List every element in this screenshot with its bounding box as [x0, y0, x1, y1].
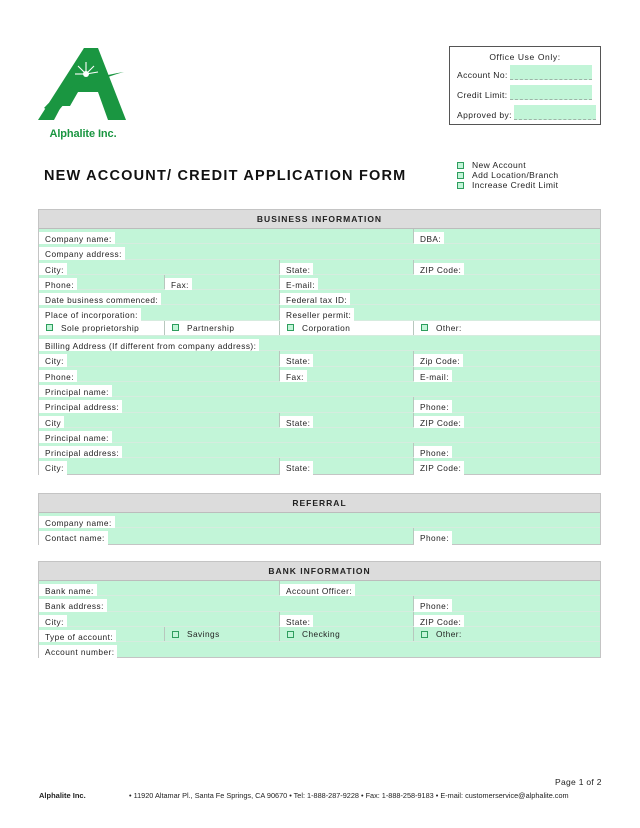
field-label: State: [280, 416, 313, 430]
section-heading: BUSINESS INFORMATION [39, 210, 600, 229]
account-type-savings[interactable] [164, 627, 279, 641]
account-no-field[interactable] [510, 65, 592, 80]
approved-by-row [457, 105, 596, 120]
federal-tax-id-field[interactable] [279, 290, 350, 304]
company-logo [38, 44, 128, 144]
field-label: Company name: [39, 516, 115, 530]
form-row [39, 336, 600, 351]
checkbox[interactable] [172, 631, 179, 638]
entity-other[interactable] [413, 321, 600, 335]
field-label: Fax: [280, 370, 307, 384]
form-title: NEW ACCOUNT/ CREDIT APPLICATION FORM [44, 168, 407, 184]
account-number-field[interactable] [39, 642, 117, 657]
field-label: Phone: [414, 446, 452, 460]
principal-address-field[interactable] [39, 397, 122, 411]
field-label: City: [39, 461, 67, 476]
billing-address-field[interactable] [39, 336, 259, 350]
billing-zip-field[interactable] [413, 351, 463, 365]
entity-sole-proprietorship[interactable] [39, 321, 164, 335]
field-label: Principal address: [39, 446, 122, 460]
account-type-label [39, 627, 116, 641]
field-label: ZIP Code: [414, 416, 464, 430]
field-label: Date business commenced: [39, 293, 161, 307]
checkbox[interactable] [172, 324, 179, 331]
principal-name-field[interactable] [39, 382, 112, 396]
business-information-section [38, 209, 601, 475]
reseller-permit-field[interactable] [279, 305, 354, 319]
bank-phone-field[interactable] [413, 596, 452, 610]
field-label: Type of account: [39, 630, 116, 644]
phone-field[interactable] [39, 275, 77, 289]
form-row [39, 513, 600, 528]
checkbox[interactable] [457, 182, 464, 189]
field-label: Principal name: [39, 385, 112, 399]
checkbox[interactable] [421, 631, 428, 638]
field-label: Fax: [165, 278, 192, 292]
field-label: E-mail: [414, 370, 452, 384]
principal2-phone-field[interactable] [413, 443, 452, 457]
account-officer-field[interactable] [279, 581, 355, 595]
field-label: Place of incorporation: [39, 308, 141, 322]
credit-limit-row [457, 85, 592, 100]
billing-state-field[interactable] [279, 351, 313, 365]
entity-corporation[interactable] [279, 321, 413, 335]
field-label: ZIP Code: [414, 263, 464, 277]
date-commenced-field[interactable] [39, 290, 161, 304]
form-row [39, 413, 600, 428]
field-label: Bank address: [39, 599, 107, 613]
footer-contact: • 11920 Altamar Pl., Santa Fe Springs, CA 90670 • Tel: 1-888-287-9228 • Fax: 1-888-258-9183 • E-mail: customerservice@alphalite.com [129, 791, 569, 800]
principal2-address-field[interactable] [39, 443, 122, 457]
option-new-account[interactable] [457, 160, 559, 170]
field-label: Phone: [39, 278, 77, 292]
option-label: Savings [187, 629, 220, 640]
field-label: Phone: [39, 370, 77, 384]
principal2-name-field[interactable] [39, 428, 112, 442]
fax-field[interactable] [164, 275, 192, 289]
bank-zip-field[interactable] [413, 612, 464, 626]
option-label: Increase Credit Limit [472, 180, 559, 190]
footer-company: Alphalite Inc. [39, 791, 86, 800]
account-type-other[interactable] [413, 627, 600, 641]
form-row [39, 275, 600, 290]
credit-limit-label: Credit Limit: [457, 90, 508, 100]
form-row [39, 528, 600, 543]
field-label: E-mail: [280, 278, 318, 292]
approved-by-field[interactable] [514, 105, 596, 120]
page-number: Page 1 of 2 [555, 777, 602, 787]
field-label: Account number: [39, 645, 117, 660]
form-row [39, 428, 600, 443]
billing-phone-field[interactable] [39, 367, 77, 381]
approved-by-label: Approved by: [457, 110, 512, 120]
form-row [39, 321, 600, 336]
field-label: State: [280, 263, 313, 277]
place-incorporation-field[interactable] [39, 305, 141, 319]
option-label: Add Location/Branch [472, 170, 559, 180]
field-label: State: [280, 354, 313, 368]
field-label: City [39, 416, 64, 430]
company-address-field[interactable] [39, 244, 125, 258]
bank-city-field[interactable] [39, 612, 67, 626]
option-label: Sole proprietorship [61, 322, 140, 333]
field-label: Account Officer: [280, 584, 355, 598]
field-label: Principal address: [39, 400, 122, 414]
field-label: State: [280, 461, 313, 476]
zip-field[interactable] [413, 260, 464, 274]
field-label: Phone: [414, 531, 452, 546]
field-label: Reseller permit: [280, 308, 354, 322]
account-no-label: Account No: [457, 70, 508, 80]
application-type-options [457, 160, 559, 190]
option-label: Other: [436, 322, 462, 333]
office-use-box [449, 46, 601, 125]
office-use-title: Office Use Only: [489, 52, 561, 62]
checkbox[interactable] [287, 631, 294, 638]
checkbox[interactable] [46, 324, 53, 331]
field-label: ZIP Code: [414, 615, 464, 629]
form-row [39, 305, 600, 320]
option-label: New Account [472, 160, 527, 170]
field-label: ZIP Code: [414, 461, 464, 476]
form-row [39, 382, 600, 397]
field-label: Federal tax ID: [280, 293, 350, 307]
form-row [39, 244, 600, 259]
field-label: Contact name: [39, 531, 108, 546]
form-row [39, 290, 600, 305]
billing-fax-field[interactable] [279, 367, 307, 381]
city-field[interactable] [39, 260, 67, 274]
form-row [39, 229, 600, 244]
principal-phone-field[interactable] [413, 397, 452, 411]
principal2-zip-field[interactable] [413, 458, 464, 473]
field-label: Billing Address (If different from company address): [39, 339, 259, 353]
section-heading: BANK INFORMATION [39, 562, 600, 581]
checkbox[interactable] [457, 162, 464, 169]
account-type-checking[interactable] [279, 627, 413, 641]
form-row [39, 612, 600, 627]
principal2-state-field[interactable] [279, 458, 313, 473]
billing-email-field[interactable] [413, 367, 452, 381]
company-name: Alphalite Inc. [49, 128, 117, 140]
referral-phone-field[interactable] [413, 528, 452, 543]
account-no-row [457, 65, 592, 80]
dba-field[interactable] [413, 229, 444, 243]
checkbox[interactable] [287, 324, 294, 331]
option-add-location[interactable] [457, 170, 559, 180]
option-label: Checking [302, 629, 341, 640]
field-label: City: [39, 354, 67, 368]
field-label: Phone: [414, 599, 452, 613]
principal-city-field[interactable] [39, 413, 64, 427]
form-row [39, 397, 600, 412]
field-label: Bank name: [39, 584, 97, 598]
field-label: State: [280, 615, 313, 629]
form-row [39, 627, 600, 642]
form-row [39, 351, 600, 366]
form-row [39, 367, 600, 382]
entity-partnership[interactable] [164, 321, 279, 335]
form-row [39, 581, 600, 596]
email-field[interactable] [279, 275, 318, 289]
field-label: City: [39, 615, 67, 629]
option-label: Other: [436, 629, 462, 640]
form-row [39, 260, 600, 275]
principal-zip-field[interactable] [413, 413, 464, 427]
bank-information-section [38, 561, 601, 658]
form-row [39, 458, 600, 473]
field-label: Phone: [414, 400, 452, 414]
bank-state-field[interactable] [279, 612, 313, 626]
field-label: Company name: [39, 232, 115, 246]
field-label: Company address: [39, 247, 125, 261]
bank-address-field[interactable] [39, 596, 107, 610]
credit-limit-field[interactable] [510, 85, 592, 100]
form-row [39, 596, 600, 611]
option-increase-credit[interactable] [457, 180, 559, 190]
field-label: Principal name: [39, 431, 112, 445]
form-row [39, 642, 600, 657]
alphalite-logo-icon [38, 44, 128, 124]
section-heading: REFERRAL [39, 494, 600, 513]
principal2-city-field[interactable] [39, 458, 67, 473]
principal-state-field[interactable] [279, 413, 313, 427]
field-label: Zip Code: [414, 354, 463, 368]
billing-city-field[interactable] [39, 351, 67, 365]
referral-company-field[interactable] [39, 513, 115, 527]
checkbox[interactable] [457, 172, 464, 179]
checkbox[interactable] [421, 324, 428, 331]
option-label: Partnership [187, 322, 235, 333]
referral-contact-field[interactable] [39, 528, 108, 543]
field-label: DBA: [414, 232, 444, 246]
bank-name-field[interactable] [39, 581, 97, 595]
form-row [39, 443, 600, 458]
company-name-field[interactable] [39, 229, 115, 243]
referral-section [38, 493, 601, 545]
state-field[interactable] [279, 260, 313, 274]
field-label: City: [39, 263, 67, 277]
option-label: Corporation [302, 322, 351, 333]
